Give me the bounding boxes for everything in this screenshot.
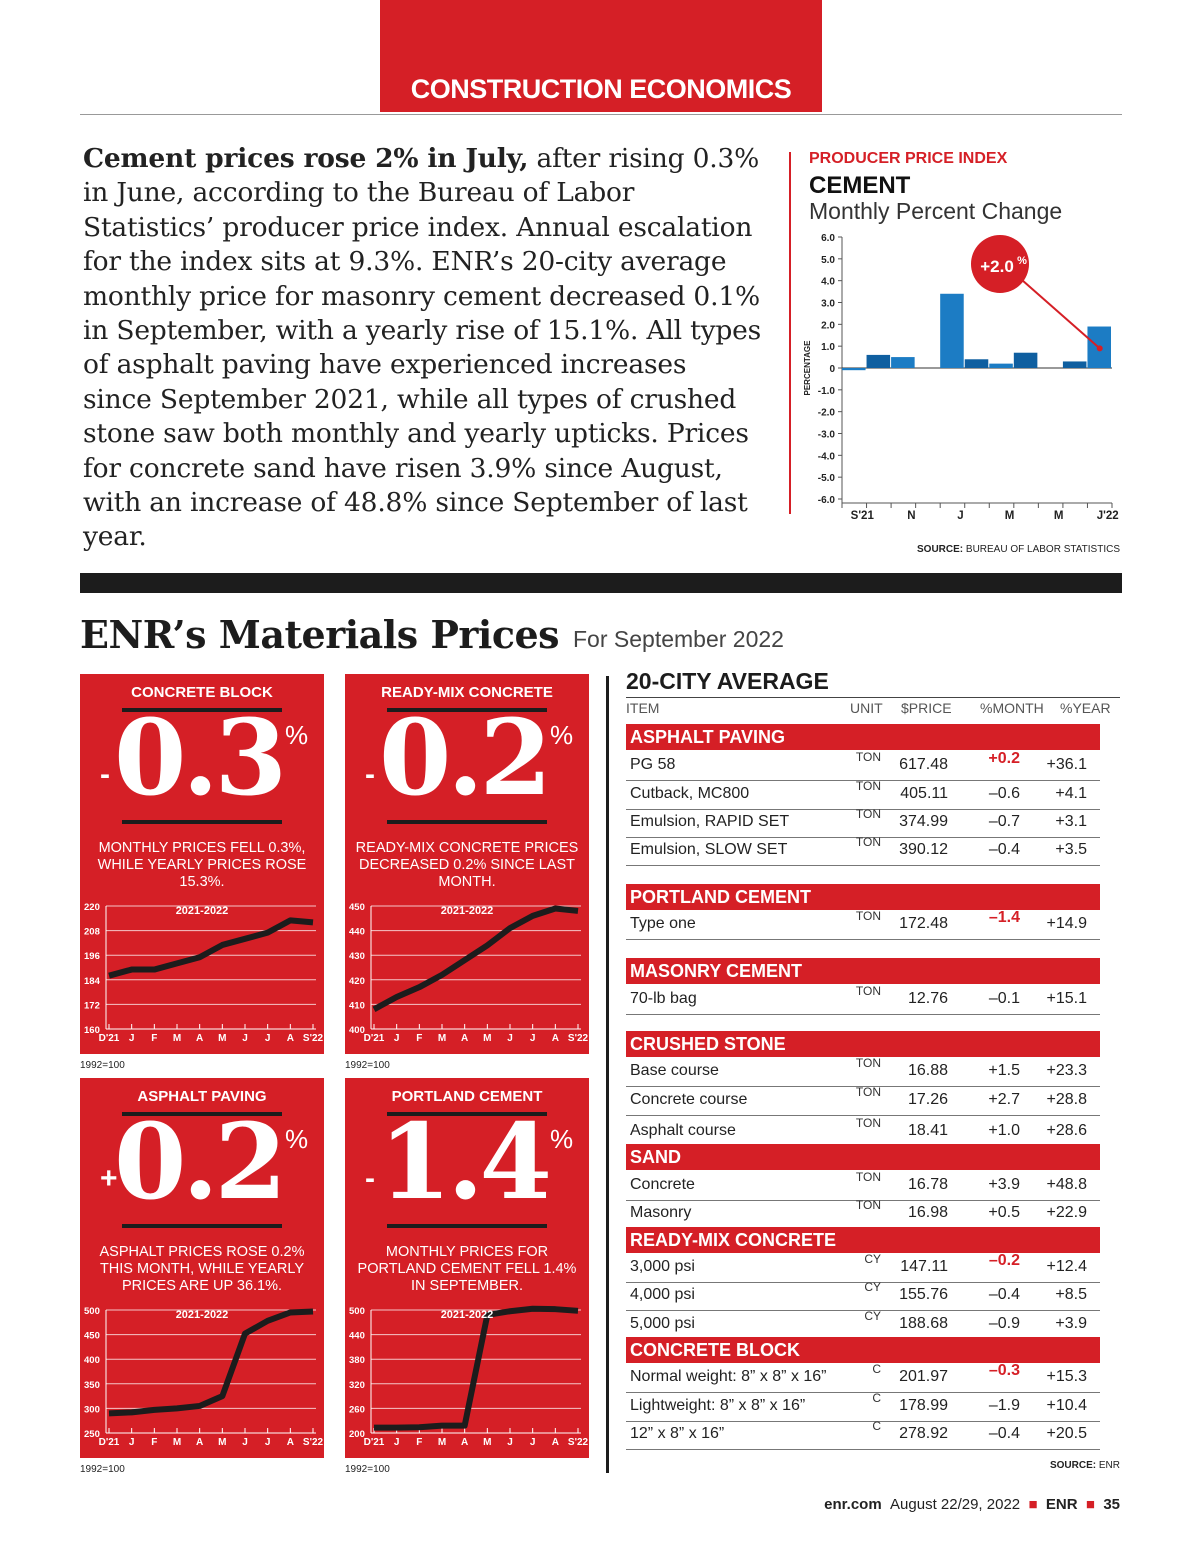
ppi-bar [989,364,1013,368]
row-item: 12” x 8” x 16” [630,1425,725,1442]
row-month-change: –0.6 [988,785,1020,802]
y-tick-label: 3.0 [821,298,835,310]
row-price: 16.78 [907,1176,948,1193]
x-tick-label: A [461,1437,469,1448]
y-tick-label: -4.0 [817,451,835,463]
table-row [626,1058,1100,1087]
table-row [626,1311,1100,1340]
row-unit: TON [855,1085,881,1099]
table-row [626,1254,1100,1283]
row-price: 278.92 [899,1425,948,1442]
card-base-note: 1992=100 [345,1464,390,1475]
y-tick-label: 196 [84,951,100,963]
footer-separator-icon: ■ [1085,1496,1095,1513]
row-price: 188.68 [899,1315,948,1332]
row-item: Base course [630,1062,719,1079]
table-section-header: READY-MIX CONCRETE [626,1227,1100,1253]
y-tick-label: 220 [84,902,100,913]
row-year-change: +48.8 [1046,1176,1087,1193]
ppi-source [800,544,1120,555]
ppi-bar [867,355,891,368]
row-year-change: +10.4 [1046,1397,1087,1414]
card-description: MONTHLY PRICES FELL 0.3%, WHILE YEARLY PRICES ROSE 15.3%. [97,840,307,890]
x-tick-label: A [461,1033,469,1044]
row-price: 12.76 [907,990,948,1007]
row-month-change: –0.1 [988,990,1020,1007]
table-source [900,1460,1120,1471]
row-item: Asphalt course [630,1122,736,1139]
chart-title: 2021-2022 [175,905,229,917]
y-tick-label: -6.0 [817,495,835,506]
card-sign: + [100,1162,118,1195]
row-unit: C [872,1391,881,1405]
row-unit: CY [864,1309,881,1323]
y-tick-label: 208 [84,926,100,938]
card-line-chart [80,1302,324,1462]
x-tick-label: S'22 [567,1437,589,1448]
y-tick-label: -2.0 [817,407,835,419]
y-tick-label: 500 [84,1306,100,1317]
card-big-value: 0.2 [114,1100,283,1223]
x-tick-label: A [551,1437,559,1448]
y-tick-label: 250 [84,1429,100,1440]
x-tick-label: A [286,1033,294,1044]
row-year-change: +23.3 [1046,1062,1087,1079]
table-row [626,1421,1100,1450]
card-title: CONCRETE BLOCK [131,684,273,701]
section-title: CONSTRUCTION ECONOMICS [410,74,792,104]
callout-line [1022,280,1100,348]
x-tick-label: J [128,1437,135,1448]
index-line [109,1311,313,1413]
row-item: Emulsion, RAPID SET [630,813,790,830]
row-month-change: –0.4 [988,1425,1020,1442]
materials-subtitle: For September 2022 [573,626,784,652]
row-year-change: +3.5 [1055,841,1087,858]
footer-page-number: 35 [1103,1496,1120,1513]
row-item: Emulsion, SLOW SET [630,841,788,858]
callout-value: +2.0 [980,257,1014,276]
card-base-note: 1992=100 [80,1464,125,1475]
price-card [345,1078,589,1458]
chart-title: 2021-2022 [440,905,494,917]
row-year-change: +15.3 [1046,1368,1087,1385]
x-tick-label: D'21 [98,1033,120,1044]
card-value-rule [387,820,547,824]
row-year-change: +28.6 [1046,1122,1087,1139]
intro-body: after rising 0.3% in June, according to the Bureau of Labor Statistics’ producer price index. Annual escalation for the index sits at 9.3%. ENR’s 20-city average monthly price for masonry cement decreased 0.1% in September, with a yearly rise of 15.1%. All types of asphalt paving have experienced increases since September 2021, while all types of crushed stone saw both monthly and yearly upticks. Prices for concrete sand have risen 3.9% since August, with an increase of 48.8% since September of last year. [83,143,762,553]
y-tick-label: 380 [349,1355,365,1367]
x-tick-label: A [196,1437,204,1448]
ppi-source-text: BUREAU OF LABOR STATISTICS [963,544,1120,555]
y-tick-label: 1.0 [821,342,835,354]
row-month-change: +1.0 [988,1122,1020,1139]
header-month: %MONTH [980,700,1044,716]
row-month-change: –0.7 [988,813,1020,830]
y-tick-label: 440 [349,926,365,938]
row-item: 5,000 psi [630,1315,695,1332]
ppi-bar [842,368,866,370]
row-price: 374.99 [899,813,948,830]
card-value-rule [122,820,282,824]
header-unit: UNIT [850,700,883,716]
row-month-change: +0.2 [988,750,1020,767]
row-month-change: –0.3 [988,1362,1020,1379]
table-row [626,1282,1100,1311]
row-year-change: +36.1 [1046,756,1087,773]
ppi-accent-rule [789,152,791,514]
card-line-chart [80,898,324,1058]
row-item: 70-lb bag [630,990,697,1007]
y-tick-label: 410 [349,1000,365,1012]
row-month-change: –1.4 [988,909,1020,926]
table-row [626,1087,1100,1116]
header-rule [80,114,1122,115]
table-title-rule [626,697,1120,698]
x-tick-label: F [416,1437,423,1448]
x-tick-label: F [416,1033,423,1044]
row-year-change: +3.1 [1055,813,1087,830]
table-section-header: PORTLAND CEMENT [626,884,1100,910]
row-price: 17.26 [907,1091,948,1108]
table-row [626,809,1100,838]
row-year-change: +3.9 [1055,1315,1087,1332]
y-tick-label: 2.0 [821,320,835,332]
table-section-header: ASPHALT PAVING [626,724,1100,750]
ppi-bar-chart [800,228,1120,528]
card-percent-sign: % [285,720,309,750]
y-tick-label: 260 [349,1404,365,1416]
y-tick-label: 6.0 [821,233,835,244]
row-year-change: +22.9 [1046,1204,1087,1221]
x-tick-label: M [218,1033,227,1044]
row-unit: TON [855,984,881,998]
ppi-bar [891,357,915,368]
row-unit: C [872,1362,881,1376]
row-month-change: +2.7 [988,1091,1020,1108]
row-price: 172.48 [899,915,948,932]
ppi-source-label: SOURCE: [917,544,964,555]
y-tick-label: 320 [349,1379,365,1391]
row-item: Cutback, MC800 [630,785,750,802]
table-row [626,1200,1100,1229]
row-unit: TON [855,835,881,849]
row-item: Concrete course [630,1091,748,1108]
price-card [80,674,324,1054]
row-price: 16.88 [907,1062,948,1079]
row-year-change: +8.5 [1055,1286,1087,1303]
row-year-change: +28.8 [1046,1091,1087,1108]
y-tick-label: 500 [349,1306,365,1317]
card-title: PORTLAND CEMENT [391,1088,543,1105]
column-rule [606,676,609,1473]
row-price: 155.76 [899,1286,948,1303]
row-year-change: +12.4 [1046,1258,1087,1275]
y-tick-label: 450 [349,902,365,913]
ppi-bar [940,294,964,368]
x-tick-label: J [264,1437,271,1448]
x-tick-label: J'22 [1096,510,1119,522]
table-section-header: CONCRETE BLOCK [626,1337,1100,1363]
x-tick-label: D'21 [98,1437,120,1448]
y-tick-label: 172 [84,1000,100,1012]
footer-brand: ENR [1045,1496,1078,1513]
x-tick-label: A [286,1437,294,1448]
intro-lead: Cement prices rose 2% in July, [83,143,529,174]
card-line-chart [345,898,589,1058]
y-tick-label: 160 [84,1025,100,1036]
x-tick-label: M [483,1033,492,1044]
y-tick-label: 430 [349,951,365,963]
table-row [626,911,1100,940]
price-card [80,1078,324,1458]
y-tick-label: 300 [84,1404,100,1416]
x-tick-label: M [172,1437,182,1448]
x-tick-label: M [1053,510,1064,522]
row-item: Concrete [630,1176,695,1193]
y-tick-label: 400 [84,1355,100,1367]
table-row [626,752,1100,781]
x-tick-label: S'22 [302,1437,324,1448]
divider-bar [80,573,1122,593]
table-source-label: SOURCE: [1049,1460,1097,1471]
header-item: ITEM [626,700,660,716]
x-tick-label: D'21 [363,1033,385,1044]
x-tick-label: M [437,1033,447,1044]
row-month-change: –0.4 [988,841,1020,858]
y-tick-label: 5.0 [821,254,835,266]
table-row [626,986,1100,1015]
header-price: $PRICE [901,700,952,716]
footer-site: enr.com [824,1496,882,1513]
row-month-change: +0.5 [988,1204,1020,1221]
card-description: READY-MIX CONCRETE PRICES DECREASED 0.2% SINCE LAST MONTH. [355,840,579,890]
x-tick-label: A [551,1033,559,1044]
table-row [626,781,1100,810]
row-unit: TON [855,1170,881,1184]
index-line [374,908,578,1009]
y-axis-label: PERCENTAGE [803,340,812,396]
x-tick-label: S'22 [567,1033,589,1044]
x-tick-label: M [1004,510,1015,522]
card-percent-sign: % [550,1124,574,1154]
card-base-note: 1992=100 [80,1060,125,1071]
callout-dot [1097,345,1103,351]
header-year: %YEAR [1060,700,1111,716]
row-item: 3,000 psi [630,1258,695,1275]
row-item: Normal weight: 8” x 8” x 16” [630,1368,827,1385]
card-title: ASPHALT PAVING [137,1088,267,1105]
table-row [626,837,1100,866]
row-month-change: –0.4 [988,1286,1020,1303]
row-item: Lightweight: 8” x 8” x 16” [630,1397,806,1414]
x-tick-label: A [196,1033,204,1044]
x-tick-label: J [957,510,964,522]
x-tick-label: S'22 [302,1033,324,1044]
row-unit: TON [855,1056,881,1070]
row-month-change: +1.5 [988,1062,1020,1079]
row-unit: CY [864,1252,881,1266]
row-unit: TON [855,1198,881,1212]
row-price: 617.48 [899,756,948,773]
row-item: Masonry [630,1204,692,1221]
card-base-note: 1992=100 [345,1060,390,1071]
x-tick-label: M [218,1437,227,1448]
row-month-change: –0.2 [988,1252,1020,1269]
ppi-subtitle: Monthly Percent Change [809,198,1063,224]
card-big-value: 1.4 [379,1100,548,1223]
card-line-chart [345,1302,589,1462]
materials-title: ENR’s Materials Prices [80,612,560,657]
ppi-bar [965,359,989,368]
y-tick-label: 350 [84,1379,100,1391]
row-price: 178.99 [899,1397,948,1414]
row-year-change: +14.9 [1046,915,1087,932]
table-row [626,1172,1100,1201]
ppi-kicker: PRODUCER PRICE INDEX [809,150,1008,167]
y-tick-label: 4.0 [821,276,835,288]
y-tick-label: 184 [84,975,100,987]
row-item: PG 58 [630,756,676,773]
x-tick-label: J [393,1437,400,1448]
row-month-change: –0.9 [988,1315,1020,1332]
x-tick-label: M [483,1437,492,1448]
row-unit: TON [855,779,881,793]
x-tick-label: J [242,1437,248,1448]
y-tick-label: -3.0 [817,429,835,441]
y-tick-label: 400 [349,1025,365,1036]
card-sign: - [365,758,375,791]
x-tick-label: M [437,1437,447,1448]
y-tick-label: 200 [349,1429,365,1440]
card-percent-sign: % [285,1124,309,1154]
x-tick-label: J [529,1437,536,1448]
row-unit: TON [855,807,881,821]
y-tick-label: 0 [829,364,835,375]
card-description: MONTHLY PRICES FOR PORTLAND CEMENT FELL 1.4% IN SEPTEMBER. [357,1244,577,1294]
table-row [626,1393,1100,1422]
table-section-header: SAND [626,1144,1100,1170]
y-tick-label: 450 [84,1330,100,1342]
table-source-text: ENR [1096,1460,1120,1471]
row-price: 147.11 [900,1258,948,1275]
card-percent-sign: % [550,720,574,750]
price-card [345,674,589,1054]
row-year-change: +20.5 [1046,1425,1087,1442]
card-sign: - [100,758,110,791]
row-unit: TON [855,909,881,923]
chart-title: 2021-2022 [175,1309,229,1321]
row-item: Type one [630,915,696,932]
x-tick-label: F [151,1437,158,1448]
page-footer [600,1496,1120,1513]
x-tick-label: J [507,1033,513,1044]
callout-percent: % [1017,255,1027,267]
x-tick-label: J [264,1033,271,1044]
table-section-header: CRUSHED STONE [626,1031,1100,1057]
row-unit: TON [855,750,881,764]
x-tick-label: M [172,1033,182,1044]
table-section-header: MASONRY CEMENT [626,958,1100,984]
index-line [374,1309,578,1428]
row-year-change: +15.1 [1046,990,1087,1007]
card-sign: - [365,1162,375,1195]
footer-date: August 22/29, 2022 [890,1496,1021,1513]
x-tick-label: N [907,510,916,522]
x-tick-label: J [128,1033,135,1044]
x-tick-label: D'21 [363,1437,385,1448]
table-title: 20-CITY AVERAGE [626,668,829,694]
row-item: 4,000 psi [630,1286,695,1303]
ppi-bar [1014,353,1038,368]
chart-title: 2021-2022 [440,1309,494,1321]
ppi-bar [1063,361,1087,368]
x-tick-label: F [151,1033,158,1044]
row-unit: CY [864,1280,881,1294]
card-value-rule [122,1224,282,1228]
card-description: ASPHALT PRICES ROSE 0.2% THIS MONTH, WHILE YEARLY PRICES ARE UP 36.1%. [99,1244,305,1294]
intro-paragraph [83,142,763,555]
table-row [626,1364,1100,1393]
row-month-change: –1.9 [988,1397,1020,1414]
row-price: 201.97 [899,1368,948,1385]
card-big-value: 0.3 [114,696,283,819]
x-tick-label: S'21 [850,510,874,522]
x-tick-label: J [393,1033,400,1044]
y-tick-label: 440 [349,1330,365,1342]
row-price: 405.11 [900,785,948,802]
card-big-value: 0.2 [379,696,548,819]
card-value-rule [387,1224,547,1228]
y-tick-label: -1.0 [817,385,835,397]
footer-separator-icon: ■ [1028,1496,1038,1513]
ppi-title: CEMENT [809,172,911,199]
row-year-change: +4.1 [1055,785,1087,802]
table-row [626,1118,1100,1147]
x-tick-label: J [507,1437,513,1448]
y-tick-label: 420 [349,975,365,987]
y-tick-label: -5.0 [817,473,835,485]
row-price: 16.98 [907,1204,948,1221]
row-unit: C [872,1419,881,1433]
index-line [109,920,313,975]
row-price: 390.12 [899,841,948,858]
card-title: READY-MIX CONCRETE [381,684,553,701]
row-unit: TON [855,1116,881,1130]
x-tick-label: J [242,1033,248,1044]
x-tick-label: J [529,1033,536,1044]
row-price: 18.41 [907,1122,948,1139]
row-month-change: +3.9 [988,1176,1020,1193]
